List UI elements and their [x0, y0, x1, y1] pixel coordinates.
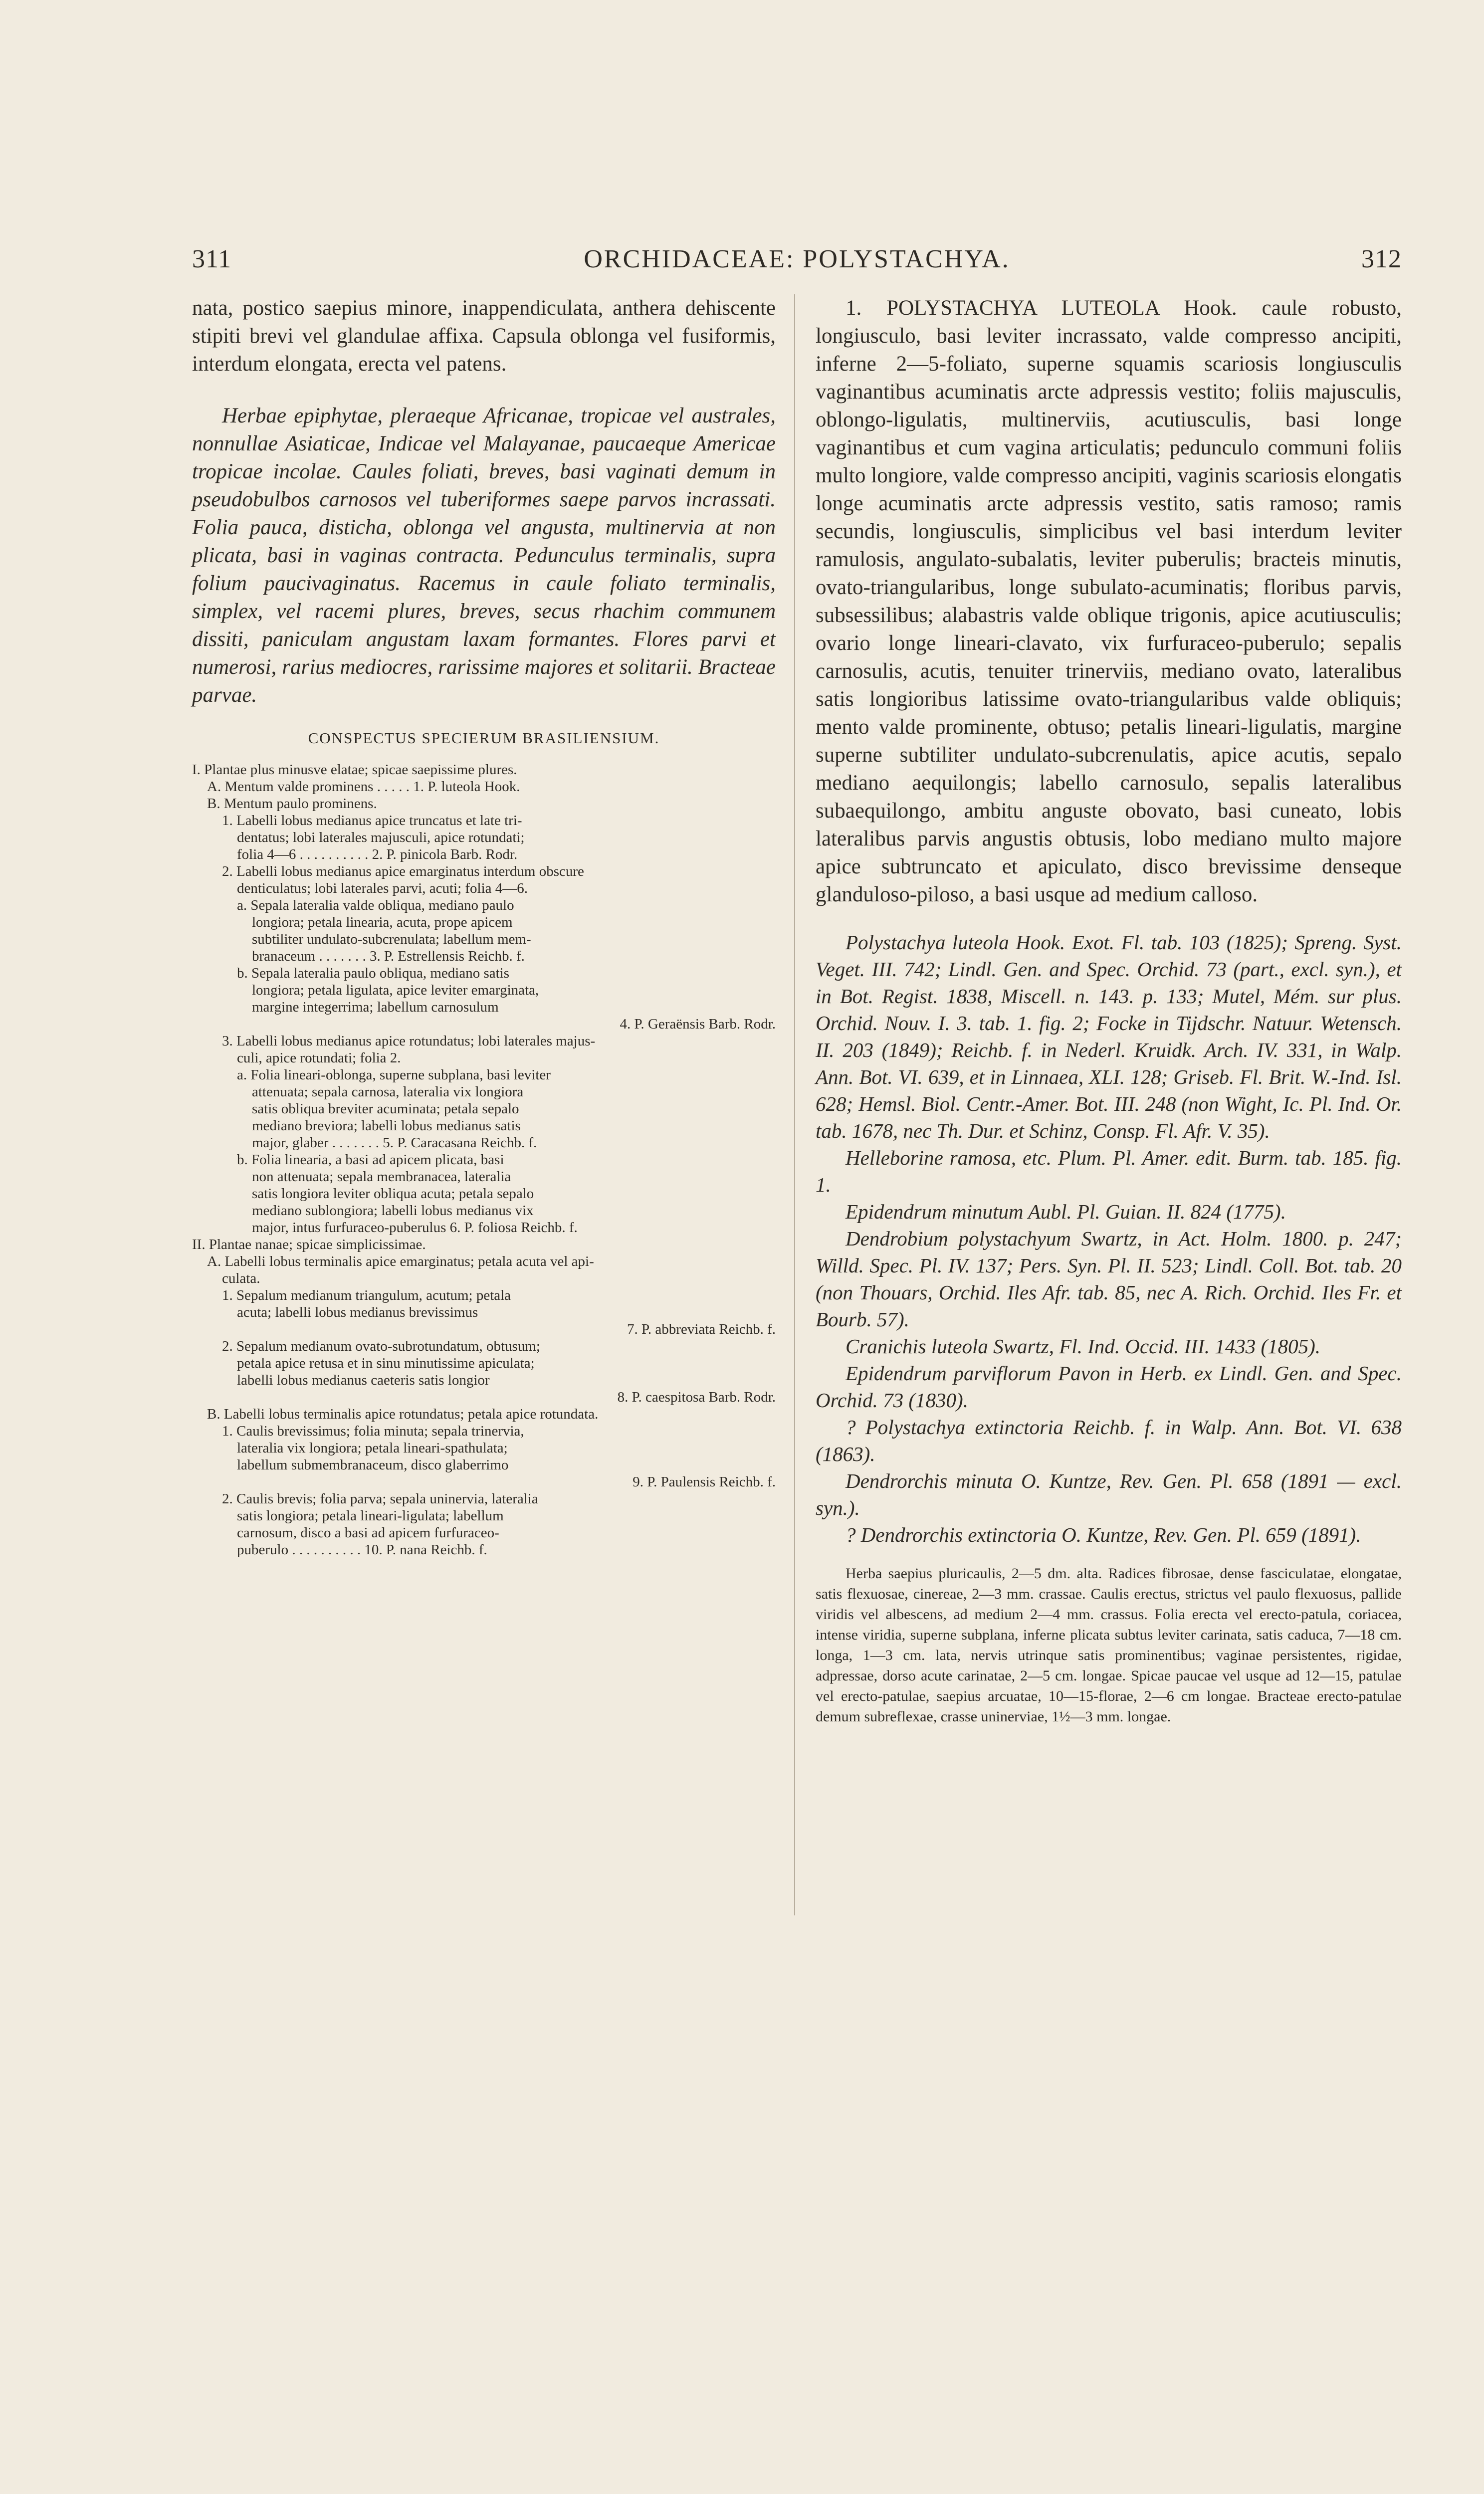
- page-number-left: 311: [192, 245, 232, 273]
- key-line: [192, 1423, 776, 1440]
- key-line-text: longiora; petala ligulata, apice leviter emarginata,: [252, 982, 539, 998]
- key-line-species: 8. P. caespitosa Barb. Rodr.: [617, 1389, 776, 1405]
- key-line: [192, 1372, 776, 1389]
- key-line-text: A. Mentum valde prominens . . . . . 1. P. luteola Hook.: [207, 779, 520, 795]
- reference-entry: Dendrobium polystachyum Swartz, in Act. Holm. 1800. p. 247; Willd. Spec. Pl. IV. 137; Pers. Syn. Pl. II. 523; Lindl. Coll. Bot. tab. 20 (non Thouars, Orchid. Iles Afr. tab. 85, nec A. Rich. Orchid. Iles Fr. et Bourb. 57).: [816, 1227, 1402, 1331]
- key-line-text: II. Plantae nanae; spicae simplicissimae.: [192, 1237, 426, 1252]
- key-line: [192, 1100, 776, 1117]
- reference-entry: Dendrorchis minuta O. Kuntze, Rev. Gen. Pl. 658 (1891 — excl. syn.).: [816, 1469, 1402, 1519]
- key-line: [192, 1321, 776, 1338]
- key-line: [192, 914, 776, 931]
- reference-entry: Epidendrum parviflorum Pavon in Herb. ex Lindl. Gen. and Spec. Orchid. 73 (1830).: [816, 1362, 1402, 1412]
- running-header: [192, 244, 1402, 280]
- key-line-text: labellum submembranaceum, disco glaberrimo: [237, 1457, 509, 1473]
- key-line: [192, 1066, 776, 1083]
- key-line: [192, 1236, 776, 1253]
- key-line: [192, 778, 776, 795]
- key-line: [192, 880, 776, 897]
- key-line: [192, 1168, 776, 1185]
- key-line-text: acuta; labelli lobus medianus brevissimus: [237, 1304, 478, 1320]
- key-line-text: I. Plantae plus minusve elatae; spicae saepissime plures.: [192, 762, 517, 778]
- key-line-text: 1. Labelli lobus medianus apice truncatus et late tri-: [222, 813, 522, 829]
- key-line-species: 7. P. abbreviata Reichb. f.: [627, 1321, 776, 1337]
- key-line: [192, 965, 776, 982]
- key-line: [192, 1406, 776, 1423]
- key-line: [192, 829, 776, 846]
- key-line: [192, 1287, 776, 1304]
- key-line-text: puberulo . . . . . . . . . . 10. P. nana Reichb. f.: [237, 1542, 487, 1558]
- key-line-text: culata.: [222, 1270, 260, 1286]
- key-line-text: 2. Labelli lobus medianus apice emarginatus interdum obscure: [222, 863, 584, 879]
- key-line-text: major, glaber . . . . . . . 5. P. Caracasana Reichb. f.: [252, 1135, 537, 1151]
- key-line-text: labelli lobus medianus caeteris satis longior: [237, 1372, 490, 1388]
- species-key: [192, 761, 776, 1558]
- key-line: [192, 1151, 776, 1168]
- key-line-text: 3. Labelli lobus medianus apice rotundatus; lobi laterales majus-: [222, 1033, 596, 1049]
- morphology-description: [816, 1563, 1402, 1727]
- key-line-text: non attenuata; sepala membranacea, lateralia: [252, 1169, 511, 1185]
- key-line-text: branaceum . . . . . . . 3. P. Estrellensis Reichb. f.: [252, 948, 525, 964]
- key-line: [192, 1355, 776, 1372]
- key-line: [192, 1338, 776, 1355]
- key-line: [192, 1473, 776, 1490]
- key-line-text: carnosum, disco a basi ad apicem furfuraceo-: [237, 1525, 499, 1541]
- key-line: [192, 1219, 776, 1236]
- species-description: 1. POLYSTACHYA LUTEOLA Hook. caule robusto, longiusculo, basi leviter incrassato, valde compresso ancipiti, inferne 2—5-foliato, superne squamis scariosis longiusculis vaginantibus acuminatis arcte adpressis vestito; foliis majusculis, oblongo-ligulatis, multinerviis, acutiusculis, basi longe vaginantibus et cum vagina articulatis; pedunculo communi foliis multo longiore, valde compresso ancipiti, vaginis scariosis elongatis longe acuminatis arcte adpressis vestito, satis ramoso; ramis secundis, longiusculis, simplicibus vel basi interdum leviter ramulosis, angulato-subalatis, leviter puberulis; bracteis minutis, ovato-triangularibus, longe subulato-acuminatis; floribus parvis, subsessilibus; alabastris valde oblique trigonis, apice acutiusculis; ovario longe lineari-clavato, vix furfuraceo-puberulo; sepalis carnosulis, acutis, tenuiter trinerviis, mediano ovato, lateralibus satis longioribus latissime ovato-triangularibus valde obliquis; mento valde prominente, obtuso; petalis lineari-ligulatis, margine superne subtiliter undulato-subcrenulatis, apice acutis, sepalo mediano aequilongis; labello carnosulo, sepalis lateralibus subaequilongo, ambitu anguste obovato, basi cuneato, lobis lateralibus parvis angustis obtusis, lobo mediano multo majore apice subtruncato et apiculato, disco brevissime denseque glanduloso-piloso, a basi usque ad medium calloso.: [816, 296, 1402, 906]
- key-line-text: lateralia vix longiora; petala lineari-spathulata;: [237, 1440, 508, 1456]
- genus-description: Herbae epiphytae, pleraeque Africanae, tropicae vel australes, nonnullae Asiaticae, Indicae vel Malayanae, paucaeque Americae tropicae incolae. Caules foliati, breves, basi vaginati demum in pseudobulbos carnosos vel tuberiformes saepe parvos incrassati. Folia pauca, disticha, oblonga vel angusta, multinervia at non plicata, basi in vaginas contracta. Pedunculus terminalis, supra folium paucivaginatus. Racemus in caule foliato terminalis, simplex, vel racemi plures, breves, secus rhachim communem dissiti, paniculam angustam laxam formantes. Flores parvi et numerosi, rarius mediocres, rarissime majores et solitarii. Bracteae parvae.: [192, 404, 776, 707]
- key-line: [192, 1049, 776, 1066]
- key-line-text: major, intus furfuraceo-puberulus 6. P. foliosa Reichb. f.: [252, 1220, 578, 1236]
- key-line: [192, 982, 776, 999]
- key-line: [192, 1507, 776, 1524]
- key-line-text: b. Folia linearia, a basi ad apicem plicata, basi: [237, 1152, 504, 1168]
- key-line: [192, 1456, 776, 1473]
- key-line: [192, 1083, 776, 1100]
- key-line: [192, 1253, 776, 1270]
- key-line: [192, 1185, 776, 1202]
- key-line: [192, 1490, 776, 1507]
- left-column: [192, 294, 776, 1558]
- key-line: [192, 1304, 776, 1321]
- key-line: [192, 812, 776, 829]
- key-line-text: folia 4—6 . . . . . . . . . . 2. P. pinicola Barb. Rodr.: [237, 846, 518, 862]
- key-line: [192, 1202, 776, 1219]
- key-line: [192, 999, 776, 1016]
- column-divider: [794, 294, 795, 1915]
- intro-paragraph: nata, postico saepius minore, inappendiculata, anthera dehiscente stipiti brevi vel glandulae affixa. Capsula oblonga vel fusiformis, interdum elongata, erecta vel patens.: [192, 296, 776, 376]
- key-line: [192, 897, 776, 914]
- key-line-text: subtiliter undulato-subcrenulata; labellum mem-: [252, 931, 531, 947]
- key-line: [192, 1440, 776, 1456]
- key-line: [192, 863, 776, 880]
- key-line: [192, 1117, 776, 1134]
- key-line: [192, 1134, 776, 1151]
- page-number-right: 312: [1361, 245, 1402, 273]
- key-line-text: culi, apice rotundati; folia 2.: [237, 1050, 401, 1066]
- key-line-species: 4. P. Geraënsis Barb. Rodr.: [620, 1016, 776, 1032]
- key-line: [192, 948, 776, 965]
- key-line-text: A. Labelli lobus terminalis apice emarginatus; petala acuta vel api-: [207, 1253, 594, 1269]
- key-line-text: 1. Caulis brevissimus; folia minuta; sepala trinervia,: [222, 1423, 524, 1439]
- key-line: [192, 1033, 776, 1049]
- conspectus-title: CONSPECTUS SPECIERUM BRASILIENSIUM.: [308, 729, 660, 747]
- key-line-text: B. Mentum paulo prominens.: [207, 796, 377, 812]
- key-line: [192, 931, 776, 948]
- key-line-text: margine integerrima; labellum carnosulum: [252, 999, 499, 1015]
- key-line-text: attenuata; sepala carnosa, lateralia vix longiora: [252, 1084, 524, 1100]
- key-line-text: 1. Sepalum medianum triangulum, acutum; petala: [222, 1287, 511, 1303]
- key-line-text: B. Labelli lobus terminalis apice rotundatus; petala apice rotundata.: [207, 1406, 599, 1422]
- reference-entry: Epidendrum minutum Aubl. Pl. Guian. II. 824 (1775).: [846, 1200, 1286, 1223]
- key-line-text: b. Sepala lateralia paulo obliqua, mediano satis: [237, 965, 510, 981]
- key-line: [192, 1524, 776, 1541]
- running-title: ORCHIDACEAE: POLYSTACHYA.: [584, 245, 1010, 273]
- key-line-text: 2. Caulis brevis; folia parva; sepala uninervia, lateralia: [222, 1491, 538, 1507]
- key-line: [192, 1541, 776, 1558]
- key-line: [192, 761, 776, 778]
- key-line-text: a. Sepala lateralia valde obliqua, mediano paulo: [237, 897, 514, 913]
- synonymy-references: [816, 929, 1402, 1548]
- key-line-text: mediano sublongiora; labelli lobus medianus vix: [252, 1203, 534, 1219]
- reference-entry: Helleborine ramosa, etc. Plum. Pl. Amer. edit. Burm. tab. 185. fig. 1.: [816, 1146, 1402, 1196]
- key-line-text: satis longiora; petala lineari-ligulata; labellum: [237, 1508, 504, 1524]
- reference-entry: Polystachya luteola Hook. Exot. Fl. tab. 103 (1825); Spreng. Syst. Veget. III. 742; Lindl. Gen. and Spec. Orchid. 73 (part., excl. syn.), et in Bot. Regist. 1838, Miscell. n. 143. p. 133; Mutel, Mém. sur plus. Orchid. Nouv. I. 3. tab. 1. fig. 2; Focke in Tijdschr. Natuur. Wetensch. II. 203 (1849); Reichb. f. in Nederl. Kruidk. Arch. IV. 331, in Walp. Ann. Bot. VI. 639, et in Linnaea, XLI. 128; Griseb. Fl. Brit. W.-Ind. Isl. 628; Hemsl. Biol. Centr.-Amer. Bot. III. 248 (non Wight, Ic. Pl. Ind. Or. tab. 1678, nec Th. Dur. et Schinz, Consp. Fl. Afr. V. 35).: [816, 931, 1402, 1142]
- key-line: [192, 846, 776, 863]
- key-line: [192, 1270, 776, 1287]
- key-line-text: satis longiora leviter obliqua acuta; petala sepalo: [252, 1186, 534, 1202]
- reference-entry: ? Polystachya extinctoria Reichb. f. in Walp. Ann. Bot. VI. 638 (1863).: [816, 1416, 1402, 1465]
- key-line: [192, 1016, 776, 1033]
- key-line-text: 2. Sepalum medianum ovato-subrotundatum, obtusum;: [222, 1338, 540, 1354]
- key-line-text: satis obliqua breviter acuminata; petala sepalo: [252, 1101, 519, 1117]
- key-line: [192, 1389, 776, 1406]
- right-column: [816, 294, 1402, 1727]
- key-line: [192, 795, 776, 812]
- key-line-text: dentatus; lobi laterales majusculi, apice rotundati;: [237, 830, 525, 845]
- key-line-text: mediano breviora; labelli lobus medianus satis: [252, 1118, 521, 1134]
- key-line-text: denticulatus; lobi laterales parvi, acuti; folia 4—6.: [237, 880, 528, 896]
- reference-entry: ? Dendrorchis extinctoria O. Kuntze, Rev. Gen. Pl. 659 (1891).: [846, 1523, 1361, 1546]
- morphology-text: Herba saepius pluricaulis, 2—5 dm. alta. Radices fibrosae, dense fasciculatae, elongatae, satis flexuosae, cinereae, 2—3 mm. crassae. Caulis erectus, strictus vel paulo flexuosus, pallide viridis vel albescens, ad medium 2—4 mm. crassus. Folia erecta vel erecto-patula, coriacea, intense viridia, superne subplana, inferne plicata subtus leviter carinata, satis caduca, 7—18 cm. longa, 1—3 cm. lata, nervis utrinque satis prominentibus; vaginae persistentes, rigidae, adpressae, dorso acute carinatae, 2—5 cm. longae. Spicae paucae vel usque ad 12—15, patulae vel erecto-patulae, saepius arcuatae, 10—15-florae, 2—6 cm longae. Bracteae erecto-patulae demum subreflexae, crasse uninerviae, 1½—3 mm. longae.: [816, 1565, 1402, 1725]
- key-line-text: petala apice retusa et in sinu minutissime apiculata;: [237, 1355, 535, 1371]
- reference-entry: Cranichis luteola Swartz, Fl. Ind. Occid. III. 1433 (1805).: [846, 1335, 1321, 1358]
- key-line-species: 9. P. Paulensis Reichb. f.: [633, 1474, 776, 1490]
- key-line-text: longiora; petala linearia, acuta, prope apicem: [252, 914, 513, 930]
- key-line-text: a. Folia lineari-oblonga, superne subplana, basi leviter: [237, 1067, 551, 1083]
